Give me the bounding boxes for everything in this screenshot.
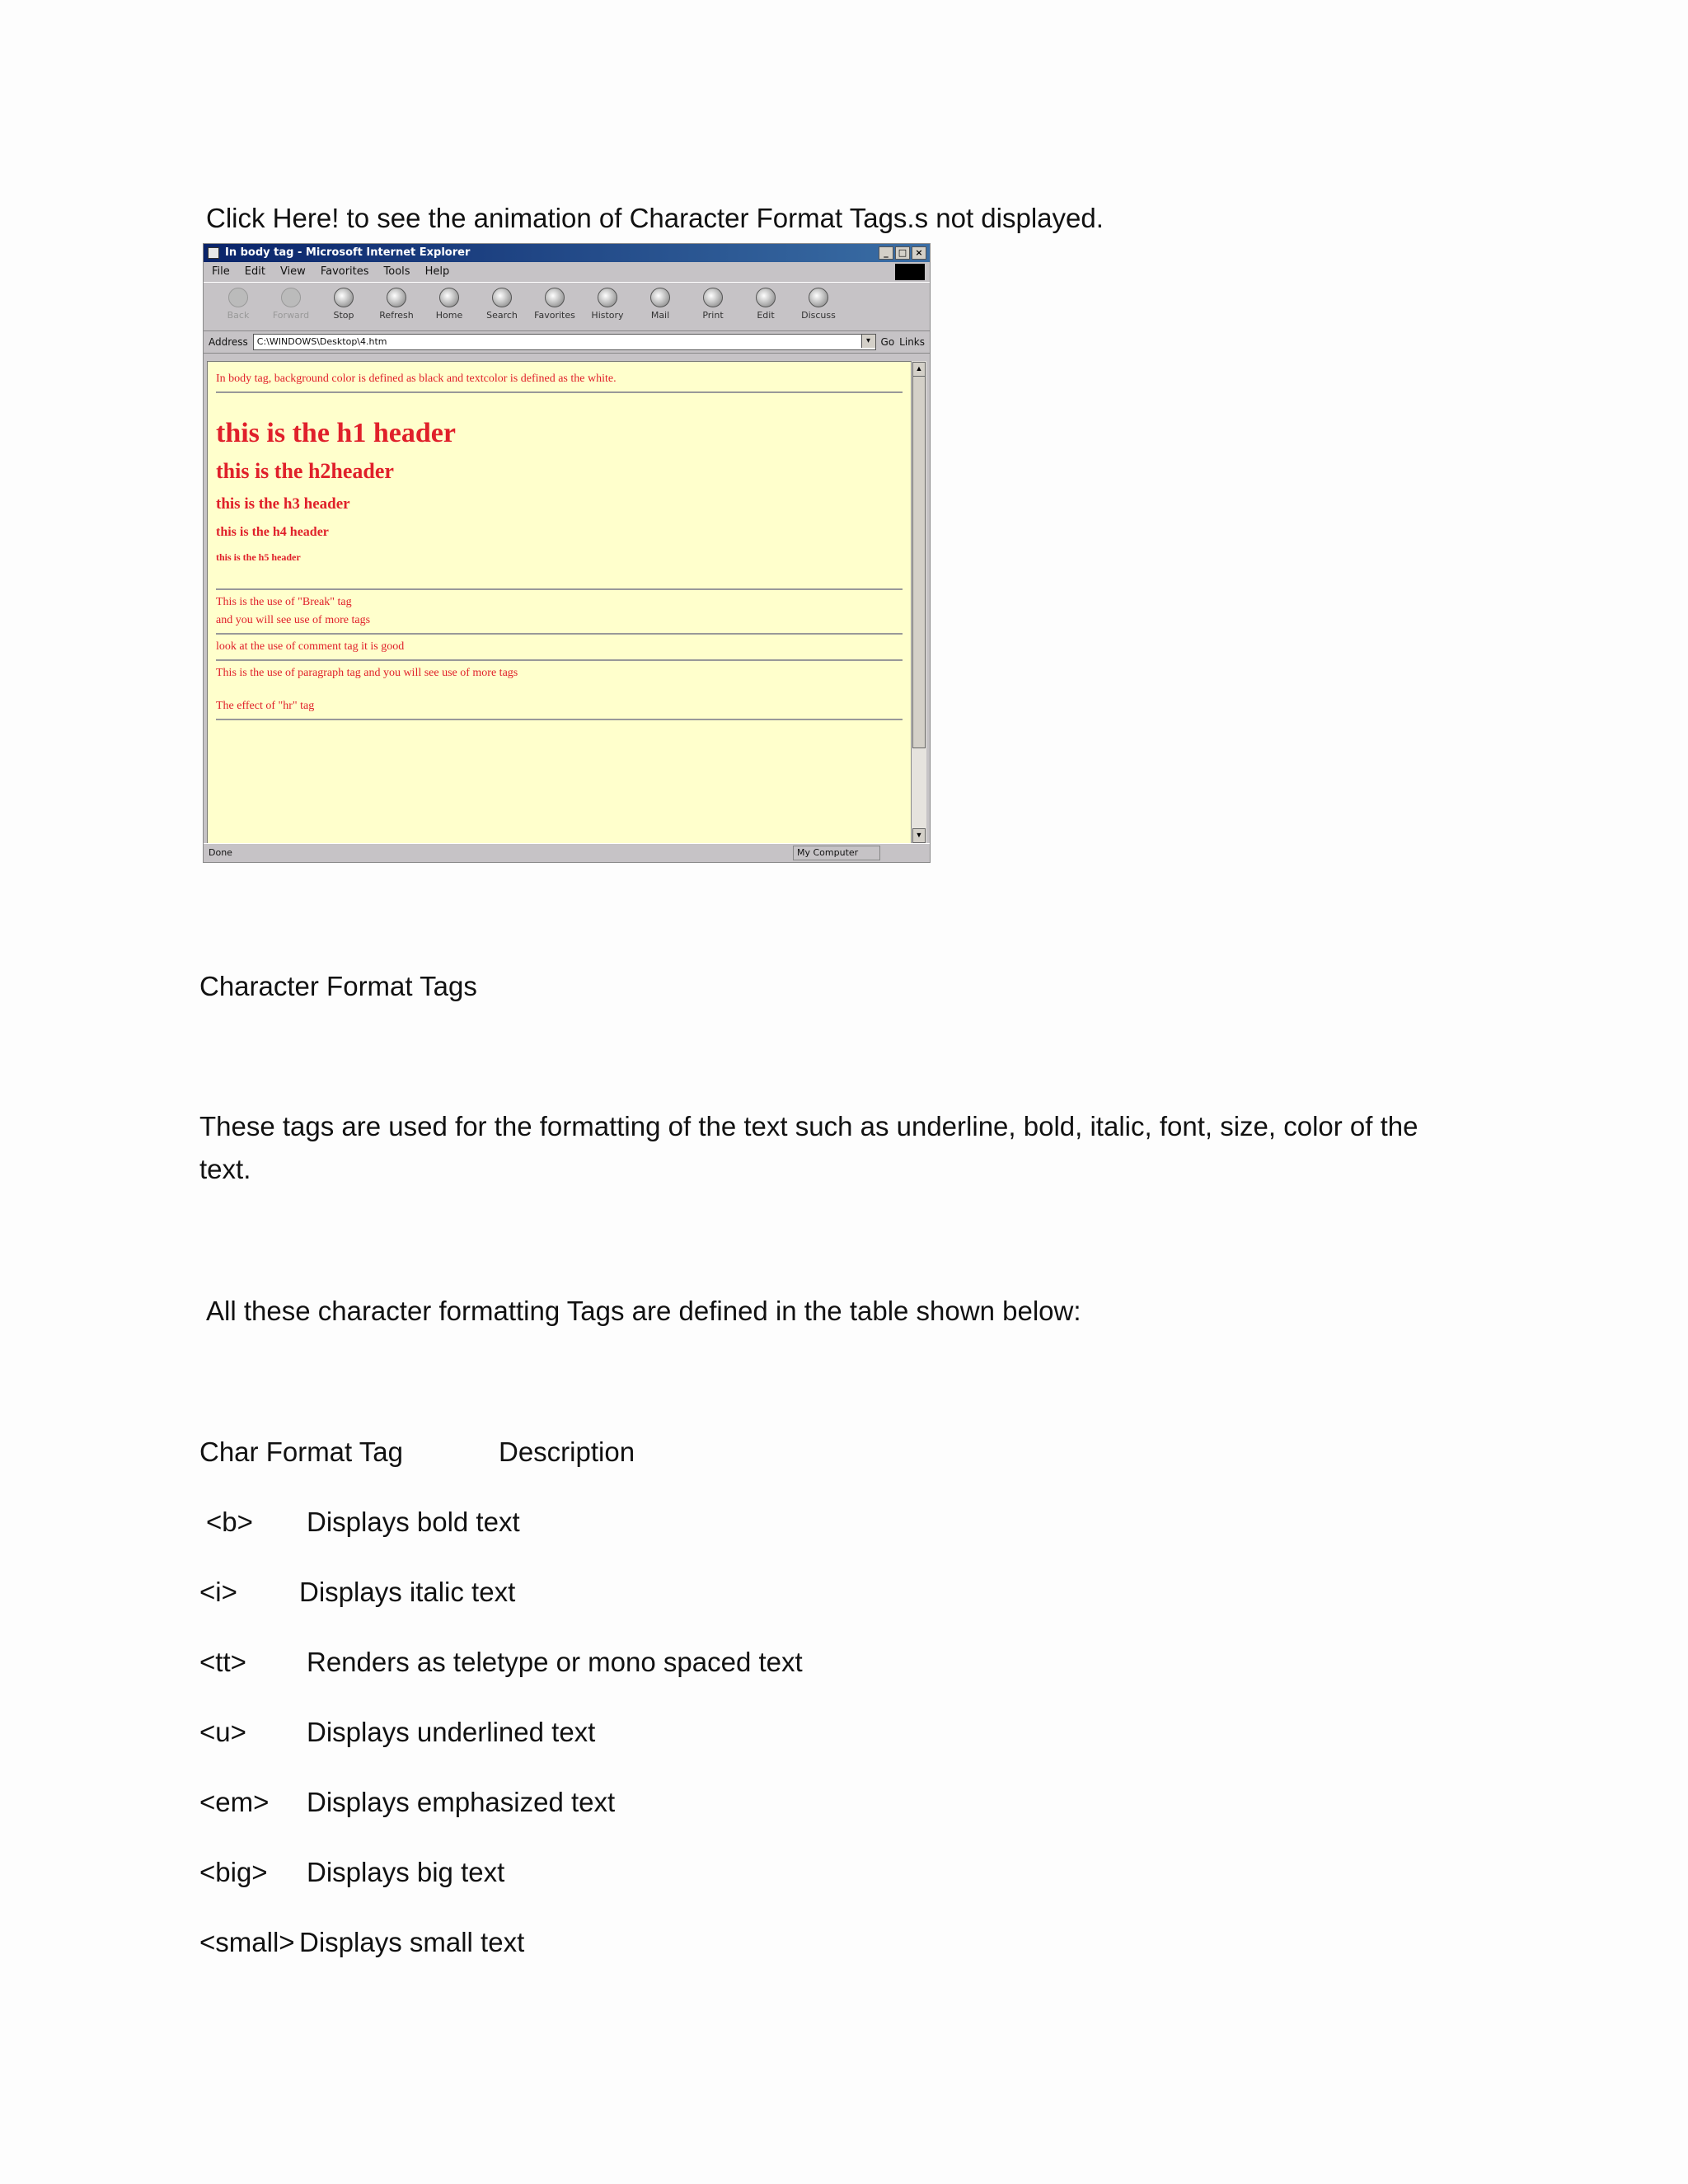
address-field: C:\WINDOWS\Desktop\4.htm ▾: [253, 334, 876, 350]
forward-icon: [281, 288, 301, 307]
menu-favorites: Favorites: [320, 265, 369, 278]
table-header-tag: Char Format Tag: [199, 1436, 403, 1467]
window-title: In body tag - Microsoft Internet Explorer: [225, 246, 471, 259]
refresh-icon: [387, 288, 406, 307]
hr-effect-line: The effect of "hr" tag: [216, 700, 315, 712]
address-label: Address: [209, 336, 248, 348]
break-line-2: and you will see use of more tags: [216, 614, 371, 626]
menu-tools: Tools: [383, 265, 410, 278]
go-button: Go: [880, 336, 895, 348]
h1-sample: this is the h1 header: [216, 418, 456, 448]
mail-icon: [650, 288, 670, 307]
scroll-down-icon: ▼: [912, 828, 926, 843]
table-row-tag: <u>: [199, 1717, 246, 1747]
divider: [216, 391, 903, 393]
toolbar-button-label: Home: [435, 310, 463, 321]
edit-icon: [756, 288, 776, 307]
toolbar-button-label: Back: [227, 310, 250, 321]
divider: [216, 633, 903, 635]
scroll-thumb: [912, 376, 926, 748]
menu-edit: Edit: [244, 265, 265, 278]
table-row-tag: <big>: [199, 1857, 268, 1887]
toolbar-button-label: Edit: [757, 310, 775, 321]
scroll-up-icon: ▲: [912, 362, 926, 377]
paragraph-line: This is the use of paragraph tag and you will see use of more tags: [216, 667, 518, 679]
toolbar-button-label: Mail: [650, 310, 670, 321]
minimize-icon: _: [879, 246, 893, 260]
toolbar-button-label: Print: [702, 310, 724, 321]
search-icon: [492, 288, 512, 307]
table-row-tag: <em>: [199, 1787, 270, 1817]
menu-view: View: [279, 265, 306, 278]
h3-sample: this is the h3 header: [216, 495, 350, 513]
divider: [216, 588, 903, 590]
h5-sample: this is the h5 header: [216, 551, 301, 563]
vertical-scrollbar: [911, 361, 926, 844]
close-icon: ×: [912, 246, 926, 260]
toolbar-button-edit: [739, 283, 792, 330]
security-zone: My Computer: [793, 846, 880, 860]
menu-help: Help: [424, 265, 450, 278]
toolbar-button-history: [581, 283, 634, 330]
address-bar: [204, 331, 930, 354]
stop-icon: [334, 288, 354, 307]
table-row-desc: Displays emphasized text: [307, 1787, 616, 1817]
h2-sample: this is the h2header: [216, 459, 394, 483]
h4-sample: this is the h4 header: [216, 525, 329, 539]
divider: [216, 719, 903, 720]
table-row-desc: Displays bold text: [307, 1507, 520, 1537]
intro-line: Click Here! to see the animation of Character Format Tags.s not displayed.: [206, 203, 1104, 233]
toolbar-button-label: Discuss: [801, 310, 836, 321]
toolbar-button-print: [687, 283, 739, 330]
browser-toolbar: [204, 282, 930, 331]
divider: [216, 659, 903, 661]
toolbar-button-stop: [317, 283, 370, 330]
table-row-tag: <tt>: [199, 1647, 246, 1677]
discuss-icon: [809, 288, 828, 307]
window-titlebar: [204, 244, 930, 262]
print-icon: [703, 288, 723, 307]
table-row-desc: Displays underlined text: [307, 1717, 596, 1747]
description-line-1: These tags are used for the formatting of the text such as underline, bold, italic, font, size, color of the: [199, 1111, 1418, 1141]
body-tag-line: In body tag, background color is defined as black and textcolor is defined as the white.: [216, 373, 617, 385]
toolbar-button-back: [212, 283, 265, 330]
table-intro: All these character formatting Tags are defined in the table shown below:: [206, 1296, 1081, 1326]
table-header-description: Description: [499, 1436, 635, 1467]
menu-file: File: [212, 265, 230, 278]
browser-screenshot: [203, 243, 931, 863]
ie-app-icon: [208, 247, 219, 259]
ie-throbber-icon: [895, 264, 925, 280]
toolbar-button-home: [423, 283, 476, 330]
status-bar: [204, 843, 930, 862]
menu-bar: [204, 262, 930, 282]
table-row-desc: Displays small text: [299, 1927, 525, 1957]
table-row-tag: <small>: [199, 1927, 295, 1957]
toolbar-button-label: Refresh: [379, 310, 414, 321]
links-button: Links: [899, 336, 925, 348]
toolbar-button-label: History: [591, 310, 624, 321]
toolbar-button-refresh: [370, 283, 423, 330]
table-row-desc: Displays big text: [307, 1857, 505, 1887]
favorites-icon: [545, 288, 565, 307]
break-line-1: This is the use of "Break" tag: [216, 596, 352, 608]
toolbar-button-discuss: [792, 283, 845, 330]
section-heading: Character Format Tags: [199, 971, 477, 1001]
home-icon: [439, 288, 459, 307]
table-row-tag: <i>: [199, 1577, 237, 1607]
status-text: Done: [209, 847, 232, 858]
page-viewport: [207, 361, 912, 844]
toolbar-button-favorites: [528, 283, 581, 330]
toolbar-button-label: Search: [486, 310, 518, 321]
toolbar-button-label: Forward: [272, 310, 310, 321]
back-icon: [228, 288, 248, 307]
comment-line: look at the use of comment tag it is good: [216, 640, 405, 653]
maximize-icon: □: [895, 246, 910, 260]
toolbar-button-search: [476, 283, 528, 330]
toolbar-button-label: Stop: [333, 310, 354, 321]
toolbar-button-label: Favorites: [534, 310, 575, 321]
table-row-desc: Displays italic text: [299, 1577, 516, 1607]
toolbar-button-forward: [265, 283, 317, 330]
history-icon: [598, 288, 617, 307]
toolbar-button-mail: [634, 283, 687, 330]
description-line-2: text.: [199, 1154, 251, 1184]
table-row-desc: Renders as teletype or mono spaced text: [307, 1647, 803, 1677]
table-row-tag: <b>: [206, 1507, 253, 1537]
